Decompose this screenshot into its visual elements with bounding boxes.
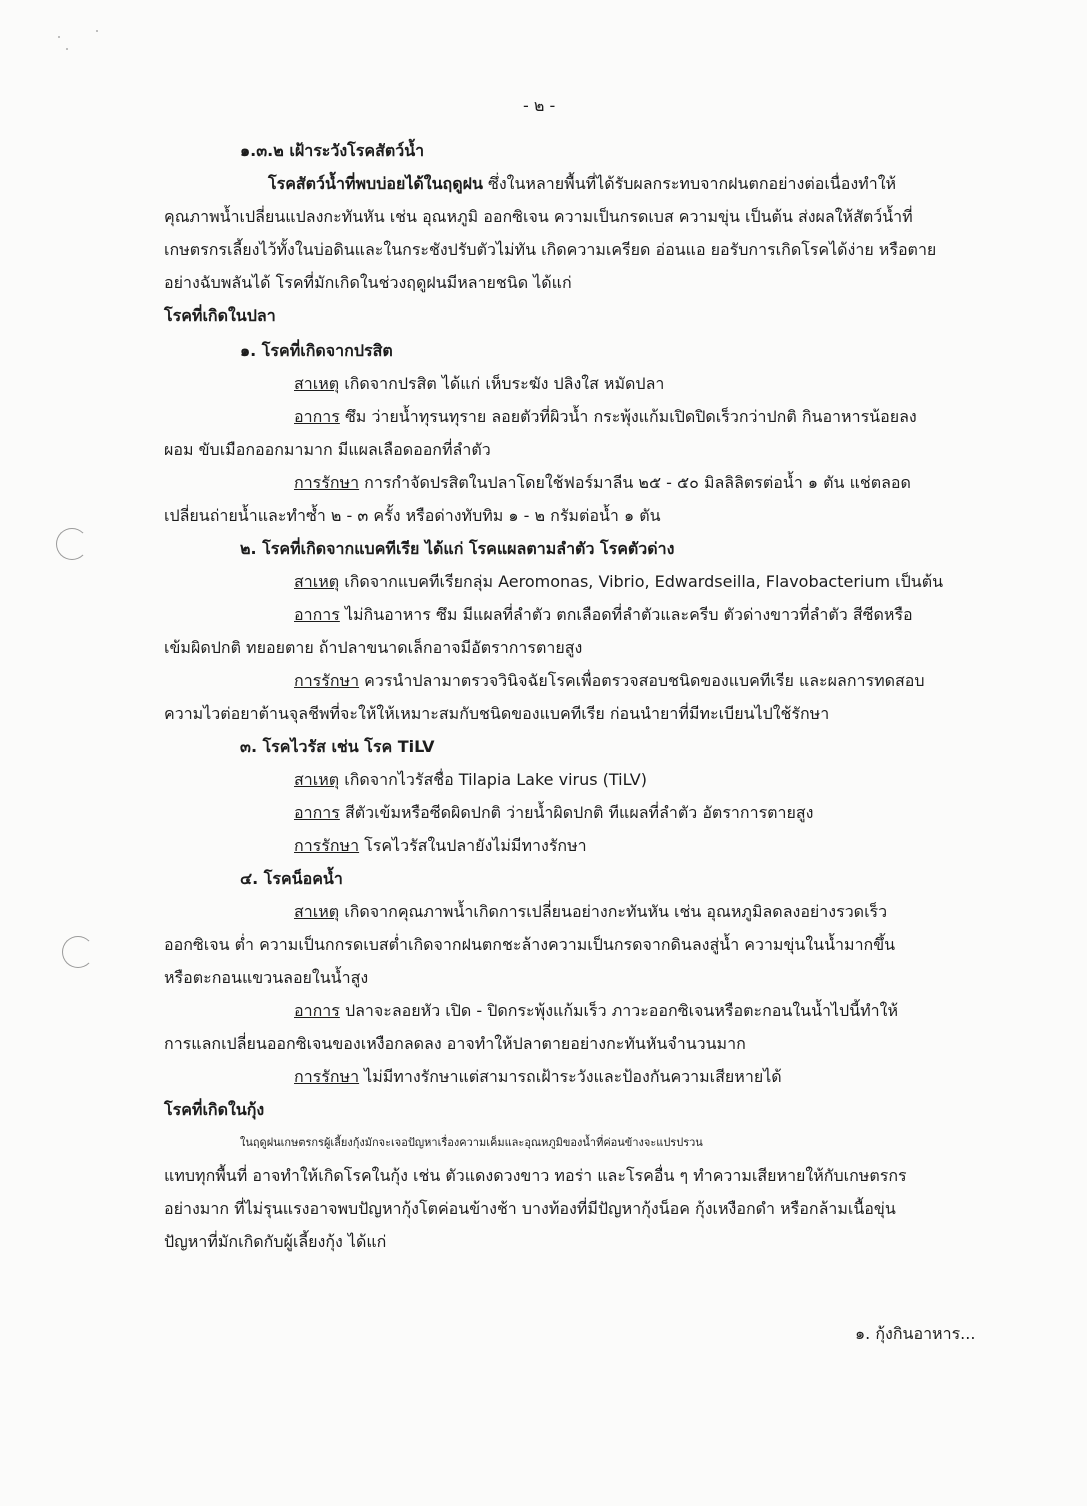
shrimp-line-1: ในฤดูฝนเกษตรกรผู้เลี้ยงกุ้งมักจะเจอปัญหาเรื่องความเค็มและอุณหภูมิของน้ำที่ค่อนข้างจะแปรปรวน (240, 1136, 703, 1149)
fish-disease-4-cause (294, 901, 1074, 923)
fish-disease-4-treatment-text: ไม่มีทางรักษาแต่สามารถเฝ้าระวังและป้องกันความเสียหายได้ (359, 1067, 782, 1086)
cause-label: สาเหตุ (294, 902, 340, 921)
treatment-label: การรักษา (294, 1067, 360, 1086)
cause-label: สาเหตุ (294, 770, 340, 789)
fish-disease-3-treatment (294, 835, 1074, 857)
shrimp-line-3: อย่างมาก ที่ไม่รุนแรงอาจพบปัญหากุ้งโตค่อนข้างช้า บางท้องที่มีปัญหากุ้งน็อค กุ้งเหงือกดำ หรือกล้ามเนื้อขุ่น (164, 1199, 896, 1218)
shrimp-line-4: ปัญหาที่มักเกิดกับผู้เลี้ยงกุ้ง ได้แก่ (164, 1232, 387, 1251)
fish-disease-4-cause-text: เกิดจากคุณภาพน้ำเกิดการเปลี่ยนอย่างกะทันหัน เช่น อุณหภูมิลดลงอย่างรวดเร็ว (339, 902, 888, 921)
fish-disease-3-cause (294, 769, 1074, 791)
fish-disease-2-title: ๒. โรคที่เกิดจากแบคทีเรีย ได้แก่ โรคแผลตามลำตัว โรคตัวด่าง (240, 539, 675, 558)
fish-disease-1-symptom-cont: ผอม ขับเมือกออกมามาก มีแผลเลือดออกที่ลำตัว (164, 440, 491, 459)
fish-disease-1-symptom (294, 406, 1074, 428)
fish-disease-1-cause-text: เกิดจากปรสิต ได้แก่ เห็บระฆัง ปลิงใส หมัดปลา (339, 374, 665, 393)
fish-disease-2-treatment-cont: ความไวต่อยาต้านจุลชีพที่จะให้ให้เหมาะสมกับชนิดของแบคทีเรีย ก่อนนำยาที่มีทะเบียนไปใช้รักษา (164, 704, 830, 723)
fish-disease-2-cause (294, 571, 1074, 593)
fish-disease-1-title: ๑. โรคที่เกิดจากปรสิต (240, 341, 393, 360)
shrimp-heading: โรคที่เกิดในกุ้ง (164, 1100, 265, 1119)
intro-line-1-text: ซึ่งในหลายพื้นที่ได้รับผลกระทบจากฝนตกอย่างต่อเนื่องทำให้ (482, 174, 897, 193)
page-number: - ๒ - (523, 96, 556, 115)
symptom-label: อาการ (294, 1001, 340, 1020)
cause-label: สาเหตุ (294, 572, 340, 591)
fish-disease-2-treatment-text: ควรนำปลามาตรวจวินิจฉัยโรคเพื่อตรวจสอบชนิดของแบคทีเรีย และผลการทดสอบ (359, 671, 925, 690)
fish-disease-4-symptom-text: ปลาจะลอยหัว เปิด - ปิดกระพุ้งแก้มเร็ว ภาวะออกซิเจนหรือตะกอนในน้ำไปนี้ทำให้ (339, 1001, 899, 1020)
symptom-label: อาการ (294, 803, 340, 822)
fish-disease-3-symptom (294, 802, 1074, 824)
fish-disease-4-treatment (294, 1066, 1074, 1088)
intro-bold-lead: โรคสัตว์น้ำที่พบบ่อยได้ในฤดูฝน (268, 174, 483, 193)
intro-line-2: คุณภาพน้ำเปลี่ยนแปลงกะทันหัน เช่น อุณหภูมิ ออกซิเจน ความเป็นกรดเบส ความขุ่น เป็นต้น ส่งผลให้สัตว์น้ำที่ (164, 207, 913, 226)
fish-disease-1-treatment (294, 472, 1074, 494)
fish-disease-2-treatment (294, 670, 1074, 692)
fish-disease-4-cause-cont-1: ออกซิเจน ต่ำ ความเป็นกกรดเบสต่ำเกิดจากฝนตกชะล้างความเป็นกรดจากดินลงสู่น้ำ ความขุ่นในน้ำมากขึ้น (164, 935, 896, 954)
fish-disease-1-treatment-text: การกำจัดปรสิตในปลาโดยใช้ฟอร์มาลีน ๒๕ - ๕๐ มิลลิลิตรต่อน้ำ ๑ ตัน แช่ตลอด (359, 473, 911, 492)
shrimp-line-2: แทบทุกพื้นที่ อาจทำให้เกิดโรคในกุ้ง เช่น ตัวแดงดวงขาว ทอร่า และโรคอื่น ๆ ทำความเสียหายให้กับเกษตรกร (164, 1166, 907, 1185)
treatment-label: การรักษา (294, 473, 360, 492)
punch-hole (62, 936, 94, 968)
symptom-label: อาการ (294, 605, 340, 624)
fish-heading: โรคที่เกิดในปลา (164, 306, 276, 325)
symptom-label: อาการ (294, 407, 340, 426)
fish-disease-3-title: ๓. โรคไวรัส เช่น โรค TiLV (240, 737, 435, 756)
section-heading: ๑.๓.๒ เฝ้าระวังโรคสัตว์น้ำ (240, 141, 425, 160)
fish-disease-3-symptom-text: สีตัวเข้มหรือซีดผิดปกติ ว่ายน้ำผิดปกติ ทีแผลที่ลำตัว อัตราการตายสูง (339, 803, 814, 822)
fish-disease-1-symptom-text: ซึม ว่ายน้ำทุรนทุราย ลอยตัวที่ผิวน้ำ กระพุ้งแก้มเปิดปิดเร็วกว่าปกติ กินอาหารน้อยลง (339, 407, 917, 426)
fish-disease-4-symptom (294, 1000, 1074, 1022)
fish-disease-2-symptom-cont: เข้มผิดปกติ ทยอยตาย ถ้าปลาขนาดเล็กอาจมีอัตราการตายสูง (164, 638, 583, 657)
fish-disease-4-symptom-cont: การแลกเปลี่ยนออกซิเจนของเหงือกลดลง อาจทำให้ปลาตายอย่างกะทันหันจำนวนมาก (164, 1034, 746, 1053)
fish-disease-1-treatment-cont: เปลี่ยนถ่ายน้ำและทำซ้ำ ๒ - ๓ ครั้ง หรือด่างทับทิม ๑ - ๒ กรัมต่อน้ำ ๑ ตัน (164, 506, 661, 525)
fish-disease-3-treatment-text: โรคไวรัสในปลายังไม่มีทางรักษา (359, 836, 587, 855)
continuation-text: ๑. กุ้งกินอาหาร... (855, 1324, 976, 1343)
cause-label: สาเหตุ (294, 374, 340, 393)
treatment-label: การรักษา (294, 671, 360, 690)
scan-speck (66, 48, 68, 50)
fish-disease-2-symptom-text: ไม่กินอาหาร ซึม มีแผลที่ลำตัว ตกเลือดที่ลำตัวและครีบ ตัวด่างขาวที่ลำตัว สีซีดหรือ (339, 605, 913, 624)
fish-disease-2-symptom (294, 604, 1074, 626)
fish-disease-1-cause (294, 373, 1074, 395)
intro-line-1 (268, 173, 1068, 195)
scan-speck (58, 36, 60, 38)
fish-disease-4-cause-cont-2: หรือตะกอนแขวนลอยในน้ำสูง (164, 968, 369, 987)
punch-hole (56, 528, 88, 560)
fish-disease-2-cause-text: เกิดจากแบคทีเรียกลุ่ม Aeromonas, Vibrio, Edwardseilla, Flavobacterium เป็นต้น (339, 572, 944, 591)
fish-disease-3-cause-text: เกิดจากไวรัสชื่อ Tilapia Lake virus (TiLV) (339, 770, 647, 789)
intro-line-3: เกษตรกรเลี้ยงไว้ทั้งในบ่อดินและในกระชังปรับตัวไม่ทัน เกิดความเครียด อ่อนแอ ยอรับการเกิดโรคได้ง่าย หรือตาย (164, 240, 937, 259)
fish-disease-4-title: ๔. โรคน็อคน้ำ (240, 869, 343, 888)
scan-speck (96, 30, 98, 32)
intro-line-4: อย่างฉับพลันได้ โรคที่มักเกิดในช่วงฤดูฝนมีหลายชนิด ได้แก่ (164, 273, 572, 292)
treatment-label: การรักษา (294, 836, 360, 855)
